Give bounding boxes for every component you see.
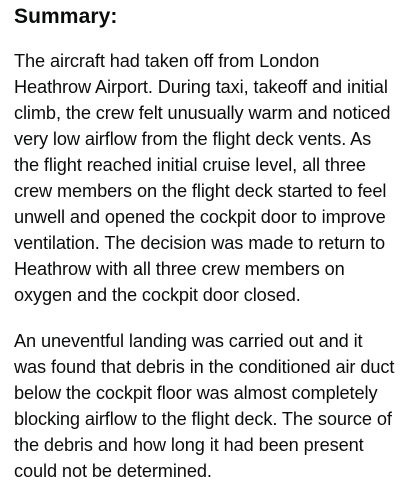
summary-paragraph-incident: The aircraft had taken off from London Heathrow Airport. During taxi, takeoff and initial climb, the crew felt unusually warm and noticed very low airflow from the flight deck vents. As the flight reached initial cruise level, all three crew members on the flight deck started to feel unwell and opened the cockpit door to improve ventilation. The decision was made to return to Heathrow with all three crew members on oxygen and the cockpit door closed.	[14, 51, 391, 305]
summary-heading: Summary:	[14, 5, 118, 28]
summary-paragraph-finding: An uneventful landing was carried out and it was found that debris in the conditioned air duct below the cockpit floor was almost completely blocking airflow to the flight deck. The source of the debris and how long it had been present could not be determined.	[14, 331, 395, 481]
